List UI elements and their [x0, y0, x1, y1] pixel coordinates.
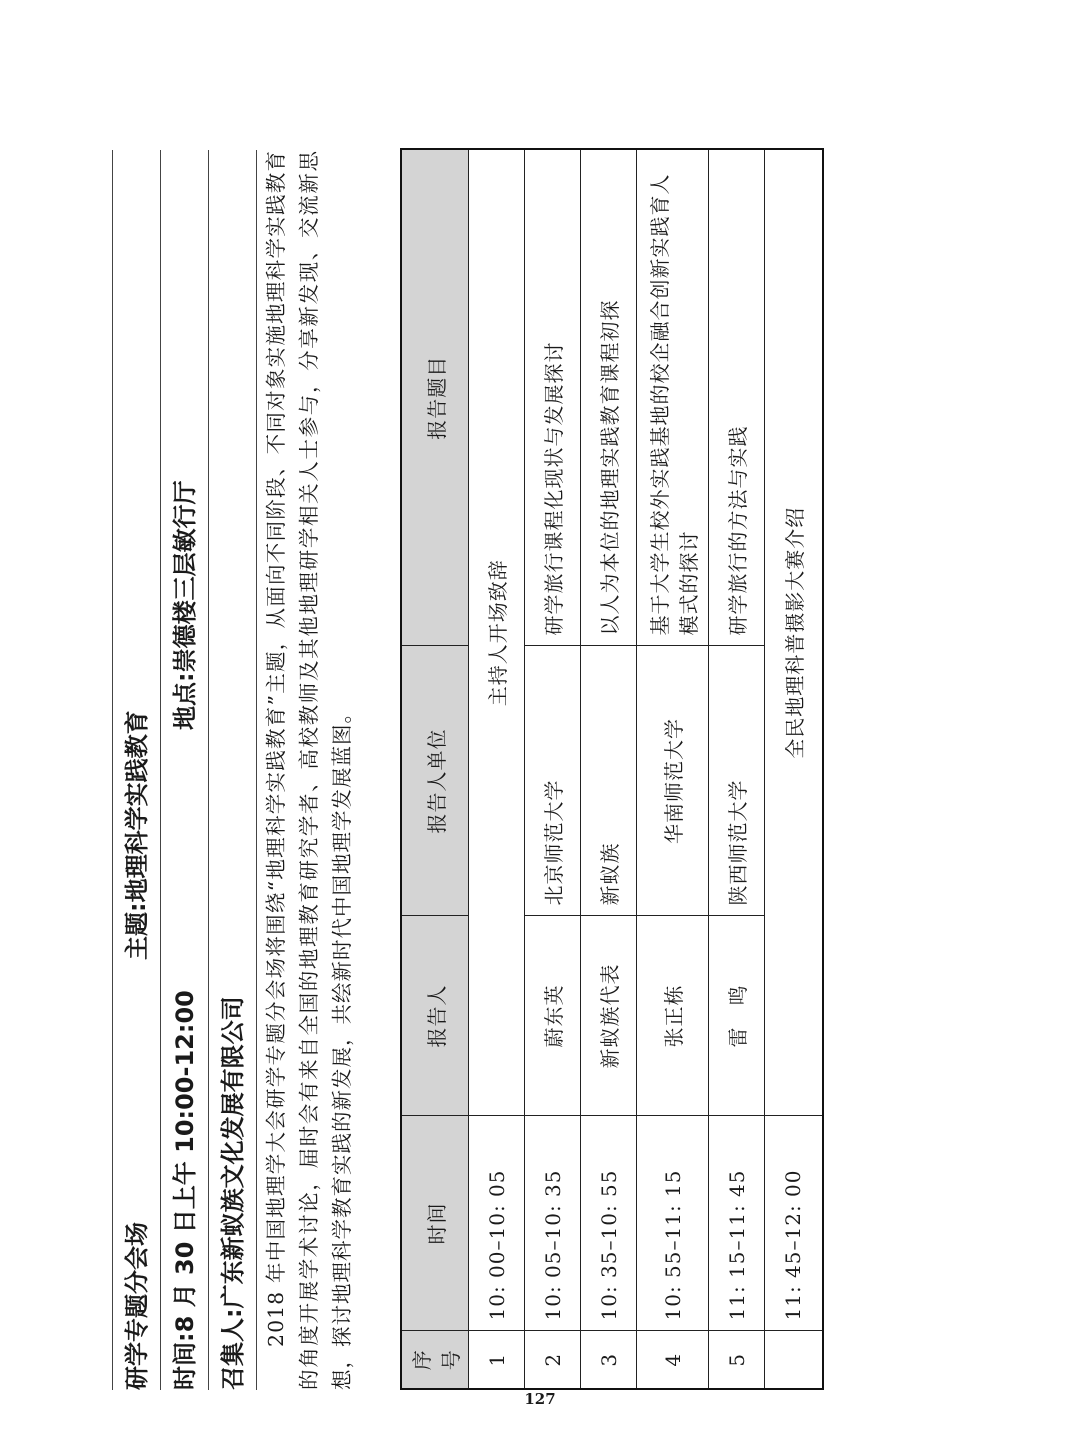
- header-rule-3: [256, 150, 257, 1390]
- cell-no: 5: [709, 1331, 765, 1389]
- cell-unit: 华南师范大学: [637, 646, 709, 916]
- cell-title: 主持人开场致辞: [469, 149, 525, 1116]
- cell-title: 以人为本位的地理实践教育课程初探: [581, 149, 637, 646]
- cell-unit: 新蚁族: [581, 646, 637, 916]
- cell-time: 11: 45–12: 00: [765, 1116, 823, 1331]
- table-row: [765, 149, 823, 1389]
- schedule-table: [400, 148, 824, 1390]
- rotated-page: [110, 130, 850, 1390]
- header-rule-1: [160, 150, 161, 1390]
- location: 地点:崇德楼三层敏行厅: [171, 480, 199, 730]
- header-unit: 报告人单位: [401, 646, 469, 916]
- cell-unit: 陕西师范大学: [709, 646, 765, 916]
- header-line-3: [210, 150, 256, 1390]
- header-line-2: [162, 150, 208, 1390]
- cell-unit: 北京师范大学: [525, 646, 581, 916]
- cell-title: 研学旅行的方法与实践: [709, 149, 765, 646]
- header-time: 时间: [401, 1116, 469, 1331]
- time: 时间:8 月 30 日上午 10:00-12:00: [171, 990, 199, 1390]
- cell-speaker: 张正栋: [637, 916, 709, 1116]
- header-rule-2: [208, 150, 209, 1390]
- cell-no: 3: [581, 1331, 637, 1389]
- table-row: [709, 149, 765, 1389]
- table-row: [469, 149, 525, 1389]
- cell-time: 10: 00–10: 05: [469, 1116, 525, 1331]
- cell-time: 10: 35–10: 55: [581, 1116, 637, 1331]
- cell-no: 2: [525, 1331, 581, 1389]
- convener: 召集人:广东新蚁族文化发展有限公司: [219, 996, 247, 1390]
- cell-time: 10: 05–10: 35: [525, 1116, 581, 1331]
- table-header-row: [401, 149, 469, 1389]
- theme: 主题:地理科学实践教育: [123, 710, 151, 960]
- session-title: 研学专题分会场: [123, 1222, 151, 1390]
- cell-no: 1: [469, 1331, 525, 1389]
- header-title: 报告题目: [401, 149, 469, 646]
- cell-title: 基于大学生校外实践基地的校企融合创新实践育人模式的探讨: [637, 149, 709, 646]
- cell-speaker: 新蚁族代表: [581, 916, 637, 1116]
- cell-time: 11: 15–11: 45: [709, 1116, 765, 1331]
- table-row: [581, 149, 637, 1389]
- page-number: 127: [524, 1390, 556, 1408]
- cell-title: 全民地理科普摄影大赛介绍: [765, 149, 823, 1116]
- header-line-1: [114, 150, 160, 1390]
- cell-no: 4: [637, 1331, 709, 1389]
- header-speaker: 报告人: [401, 916, 469, 1116]
- cell-speaker: 蔚东英: [525, 916, 581, 1116]
- cell-time: 10: 55–11: 15: [637, 1116, 709, 1331]
- table-row: [525, 149, 581, 1389]
- table-row: [637, 149, 709, 1389]
- intro-paragraph: 2018 年中国地理学大会研学专题分会场将围绕“地理科学实践教育”主题，从面向不同阶段、不同对象实施地理科学实践教育的角度开展学术讨论，届时会有来自全国的地理教育研究学者、高校教师及其他地理研学相关人士参与，分享新发现、交流新思想，探讨地理科学教育实践的新发展，共绘新时代中国地理学发展蓝图。: [264, 150, 354, 1390]
- cell-speaker: 雷 鸣: [709, 916, 765, 1116]
- header-no: 序号: [401, 1331, 469, 1389]
- cell-no: [765, 1331, 823, 1389]
- top-rule: [112, 150, 113, 1390]
- cell-title: 研学旅行课程化现状与发展探讨: [525, 149, 581, 646]
